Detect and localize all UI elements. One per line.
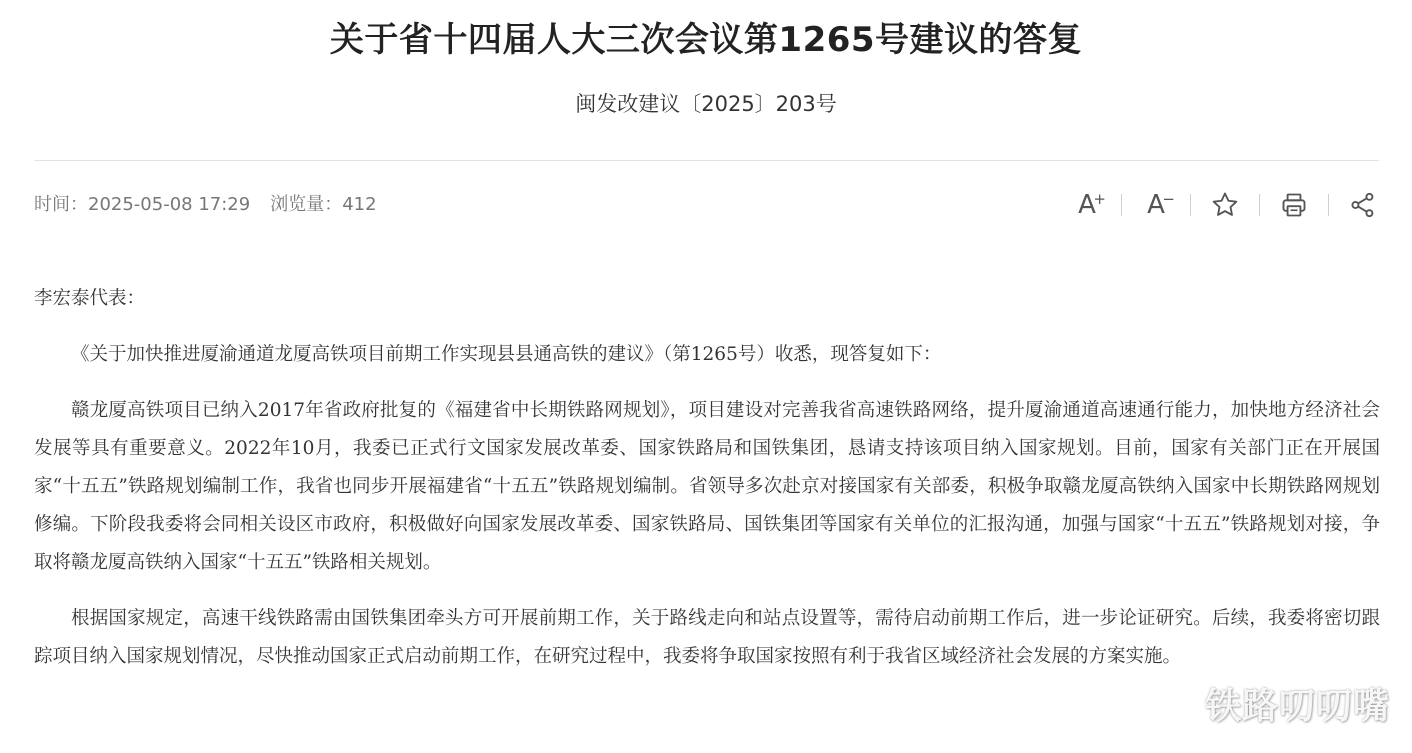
star-icon bbox=[1210, 190, 1240, 220]
print-icon bbox=[1280, 191, 1308, 219]
toolbar-separator bbox=[1121, 194, 1122, 216]
toolbar-separator bbox=[1259, 194, 1260, 216]
watermark: 铁路叨叨嘴 bbox=[1204, 686, 1390, 727]
article-toolbar bbox=[1071, 189, 1379, 221]
article-body bbox=[34, 280, 1380, 694]
share-icon bbox=[1349, 191, 1377, 219]
page-title: 关于省十四届人大三次会议第1265号建议的答复 bbox=[329, 20, 1083, 60]
publish-time: 2025-05-08 17:29 bbox=[88, 194, 251, 215]
print-button[interactable] bbox=[1278, 189, 1310, 221]
body-paragraph: 根据国家规定，高速干线铁路需由国铁集团牵头方可开展前期工作，关于路线走向和站点设置等，需待启动前期工作后，进一步论证研究。后续，我委将密切跟踪项目纳入国家规划情况，尽快推动国家正式启动前期工作，在研究过程中，我委将争取国家按照有利于我省区域经济社会发展的方案实施。 bbox=[34, 608, 1380, 667]
toolbar-separator bbox=[1190, 194, 1191, 216]
header-divider bbox=[34, 160, 1379, 161]
toolbar-separator bbox=[1328, 194, 1329, 216]
time-label: 时间： bbox=[34, 194, 88, 215]
views-count: 412 bbox=[342, 194, 377, 215]
body-paragraph: 《关于加快推进厦渝通道龙厦高铁项目前期工作实现县县通高铁的建议》（第1265号）收悉，现答复如下： bbox=[71, 344, 942, 365]
favorite-button[interactable] bbox=[1209, 189, 1241, 221]
views-label: 浏览量： bbox=[270, 194, 343, 215]
font-decrease-button[interactable] bbox=[1140, 189, 1175, 221]
article-meta bbox=[34, 190, 377, 220]
body-paragraph: 赣龙厦高铁项目已纳入2017年省政府批复的《福建省中长期铁路网规划》，项目建设对完善我省高速铁路网络，提升厦渝通道高速通行能力，加快地方经济社会发展等具有重要意义。2022年10月，我委已正式行文国家发展改革委、国家铁路局和国铁集团，恳请支持该项目纳入国家规划。目前，国家有关部门正在开展国家“十五五”铁路规划编制工作，我省也同步开展福建省“十五五”铁路规划编制。省领导多次赴京对接国家有关部委，积极争取赣龙厦高铁纳入国家中长期铁路网规划修编。下阶段我委将会同相关设区市政府，积极做好向国家发展改革委、国家铁路局、国铁集团等国家有关单位的汇报沟通，加强与国家“十五五”铁路规划对接，争取将赣龙厦高铁纳入国家“十五五”铁路相关规划。 bbox=[34, 400, 1380, 573]
document-number: 闽发改建议〔2025〕203号 bbox=[575, 92, 837, 116]
font-increase-icon: A + bbox=[1078, 190, 1106, 220]
font-decrease-icon: A − bbox=[1147, 190, 1175, 220]
salutation: 李宏泰代表： bbox=[34, 288, 146, 309]
font-increase-button[interactable] bbox=[1071, 189, 1106, 221]
share-button[interactable] bbox=[1347, 189, 1379, 221]
